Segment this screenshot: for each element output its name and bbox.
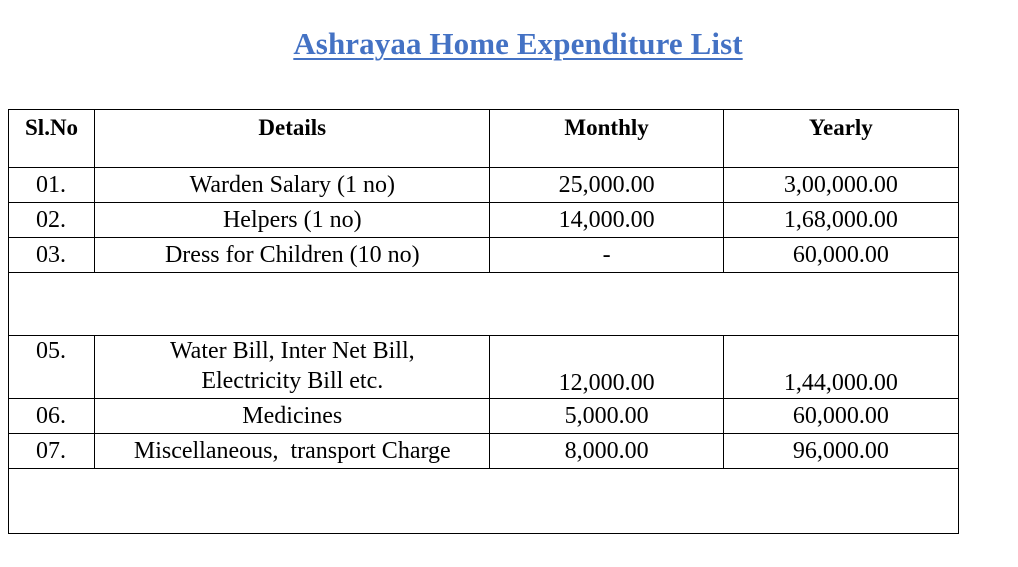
page-title: Ashrayaa Home Expenditure List xyxy=(293,26,743,61)
details-line-2: Electricity Bill etc. xyxy=(201,368,384,394)
table-row xyxy=(9,434,959,469)
cell-details: Helpers (1 no) xyxy=(95,203,490,238)
header-sl-no: Sl.No xyxy=(9,110,95,168)
table-row xyxy=(9,336,959,399)
header-yearly: Yearly xyxy=(723,110,958,168)
cell-sl-no: 06. xyxy=(9,399,95,434)
cell-yearly: 60,000.00 xyxy=(723,399,958,434)
blank-row xyxy=(9,469,959,534)
cell-yearly: 1,68,000.00 xyxy=(723,203,958,238)
table-row xyxy=(9,399,959,434)
cell-monthly: 8,000.00 xyxy=(490,434,723,469)
expenditure-table xyxy=(8,109,959,534)
cell-monthly: 5,000.00 xyxy=(490,399,723,434)
cell-details: Dress for Children (10 no) xyxy=(95,238,490,273)
blank-cell xyxy=(9,273,959,336)
table-row xyxy=(9,203,959,238)
blank-cell xyxy=(9,469,959,534)
table-row xyxy=(9,168,959,203)
cell-sl-no: 03. xyxy=(9,238,95,273)
header-monthly: Monthly xyxy=(490,110,723,168)
cell-monthly: 12,000.00 xyxy=(490,336,723,399)
blank-row xyxy=(9,273,959,336)
cell-details: Miscellaneous, transport Charge xyxy=(95,434,490,469)
cell-monthly: - xyxy=(490,238,723,273)
cell-yearly: 1,44,000.00 xyxy=(723,336,958,399)
cell-monthly: 25,000.00 xyxy=(490,168,723,203)
cell-sl-no: 07. xyxy=(9,434,95,469)
cell-details: Medicines xyxy=(95,399,490,434)
cell-monthly: 14,000.00 xyxy=(490,203,723,238)
header-details: Details xyxy=(95,110,490,168)
cell-details: Warden Salary (1 no) xyxy=(95,168,490,203)
cell-yearly: 3,00,000.00 xyxy=(723,168,958,203)
cell-sl-no: 05. xyxy=(9,336,95,399)
cell-sl-no: 02. xyxy=(9,203,95,238)
table-header-row xyxy=(9,110,959,168)
table-row xyxy=(9,238,959,273)
details-line-1: Water Bill, Inter Net Bill, xyxy=(169,338,415,364)
cell-sl-no: 01. xyxy=(9,168,95,203)
cell-yearly: 96,000.00 xyxy=(723,434,958,469)
cell-yearly: 60,000.00 xyxy=(723,238,958,273)
cell-details xyxy=(95,336,490,399)
